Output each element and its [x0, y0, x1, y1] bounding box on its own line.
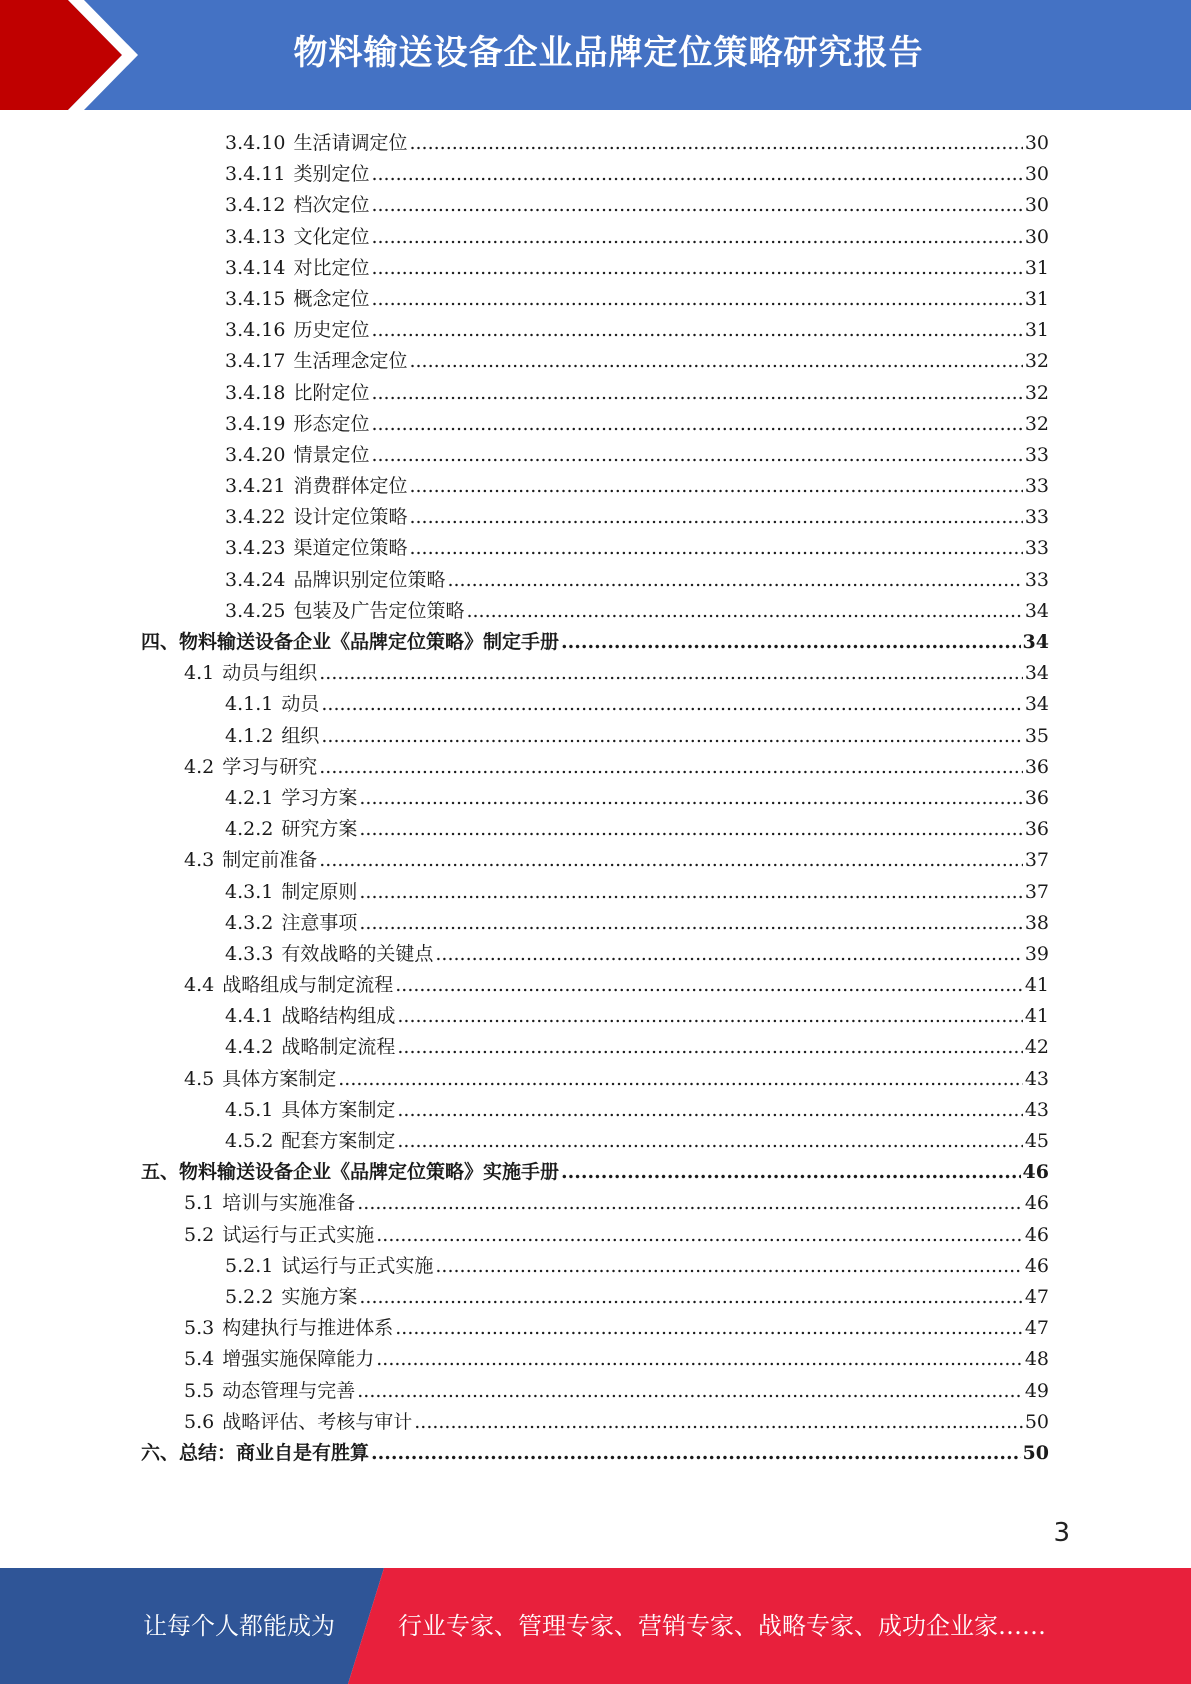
toc-page-number: 41	[1024, 1005, 1049, 1028]
toc-entry[interactable]	[141, 689, 1049, 720]
toc-dot-leader	[371, 1438, 1021, 1469]
toc-entry[interactable]	[141, 721, 1049, 752]
toc-page-number: 31	[1024, 256, 1049, 279]
toc-page-number: 43	[1024, 1098, 1049, 1121]
toc-entry[interactable]	[141, 1032, 1049, 1063]
toc-page-number: 42	[1024, 1036, 1049, 1059]
toc-entry[interactable]	[141, 284, 1049, 315]
toc-entry-number: 4.4	[184, 974, 215, 997]
toc-entry-title: 生活请调定位	[293, 132, 408, 154]
toc-entry[interactable]	[141, 315, 1049, 346]
toc-page-number: 34	[1024, 662, 1049, 685]
toc-page-number: 46	[1022, 1161, 1049, 1184]
toc-dot-leader	[397, 1126, 1022, 1157]
toc-dot-leader	[319, 845, 1023, 876]
toc-page-number: 46	[1024, 1192, 1049, 1215]
toc-dot-leader	[409, 128, 1022, 159]
toc-entry[interactable]	[141, 814, 1049, 845]
toc-entry-number: 3.4.19	[225, 412, 286, 435]
toc-entry[interactable]	[141, 1376, 1049, 1407]
toc-entry[interactable]	[141, 908, 1049, 939]
toc-page-number: 37	[1024, 849, 1049, 872]
toc-entry-title: 战略制定流程	[281, 1036, 396, 1059]
toc-entry-number: 5.4	[184, 1348, 215, 1371]
toc-page-number: 37	[1024, 880, 1049, 903]
toc-entry-number: 3.4.10	[225, 132, 286, 154]
toc-entry-title: 类别定位	[293, 163, 370, 186]
toc-entry[interactable]	[141, 565, 1049, 596]
toc-dot-leader	[319, 658, 1023, 689]
toc-entry-number: 5.1	[184, 1192, 215, 1215]
toc-entry-title: 消费群体定位	[293, 475, 408, 498]
toc-chapter-entry[interactable]	[141, 1438, 1049, 1469]
toc-entry-number: 5.3	[184, 1317, 215, 1340]
toc-entry-number: 4.5.2	[225, 1130, 274, 1152]
toc-page-number: 33	[1024, 506, 1049, 529]
toc-dot-leader	[409, 471, 1022, 502]
toc-page-number: 50	[1024, 1410, 1049, 1433]
toc-dot-leader	[359, 783, 1022, 814]
toc-entry-title: 注意事项	[281, 911, 358, 934]
toc-entry[interactable]	[141, 502, 1049, 533]
toc-entry-title: 试运行与正式实施	[281, 1254, 434, 1277]
toc-entry[interactable]	[141, 1095, 1049, 1126]
toc-entry-number: 3.4.25	[225, 599, 286, 622]
toc-entry-title: 战略组成与制定流程	[222, 974, 394, 997]
toc-entry-number: 5.5	[184, 1379, 215, 1402]
toc-entry-title: 学习与研究	[222, 755, 318, 778]
toc-entry-title: 情景定位	[293, 443, 370, 466]
toc-entry-number: 5.2.1	[225, 1254, 274, 1277]
toc-entry-title: 文化定位	[293, 225, 370, 248]
toc-entry-title: 制定前准备	[222, 849, 318, 872]
toc-entry[interactable]	[141, 1344, 1049, 1375]
toc-page-number: 32	[1024, 350, 1049, 373]
footer-slogan-right: 行业专家、管理专家、营销专家、战略专家、成功企业家……	[398, 1612, 1046, 1640]
toc-page-number: 31	[1024, 319, 1049, 342]
toc-entry-number: 4.3.1	[225, 880, 274, 903]
page-footer	[0, 1568, 1191, 1684]
toc-entry[interactable]	[141, 752, 1049, 783]
toc-entry-number: 4.2.1	[225, 786, 274, 809]
toc-entry[interactable]	[141, 409, 1049, 440]
toc-entry-number: 4.1.1	[225, 693, 274, 716]
toc-entry-title: 研究方案	[281, 818, 358, 841]
toc-dot-leader	[409, 502, 1022, 533]
toc-entry-number: 3.4.13	[225, 225, 286, 248]
toc-entry-title: 形态定位	[293, 412, 370, 435]
toc-dot-leader	[435, 1251, 1022, 1282]
toc-dot-leader	[409, 346, 1022, 377]
toc-entry[interactable]	[141, 190, 1049, 221]
toc-page-number: 46	[1024, 1254, 1049, 1277]
toc-dot-leader	[397, 1095, 1022, 1126]
toc-entry[interactable]	[141, 222, 1049, 253]
toc-entry[interactable]	[141, 159, 1049, 190]
toc-entry-title: 动员与组织	[222, 662, 318, 685]
toc-entry-number: 4.1	[184, 662, 215, 685]
toc-entry-number: 4.1.2	[225, 724, 274, 747]
toc-entry[interactable]	[141, 1220, 1049, 1251]
toc-page-number: 47	[1024, 1317, 1049, 1340]
toc-entry[interactable]	[141, 939, 1049, 970]
toc-entry-number: 5.2	[184, 1223, 215, 1246]
toc-entry-number: 3.4.23	[225, 537, 286, 560]
toc-entry-number: 3.4.17	[225, 350, 286, 373]
toc-page-number: 33	[1024, 475, 1049, 498]
document-title: 物料输送设备企业品牌定位策略研究报告	[293, 33, 924, 73]
toc-entry-title: 试运行与正式实施	[222, 1223, 375, 1246]
toc-dot-leader	[397, 1001, 1022, 1032]
toc-entry-title: 学习方案	[281, 786, 358, 809]
toc-entry-number: 3.4.16	[225, 319, 286, 342]
toc-dot-leader	[397, 1032, 1022, 1063]
toc-dot-leader	[321, 689, 1022, 720]
toc-entry[interactable]	[141, 658, 1049, 689]
toc-page-number: 33	[1024, 537, 1049, 560]
toc-dot-leader	[414, 1407, 1023, 1438]
toc-entry-title: 实施方案	[281, 1285, 358, 1308]
toc-dot-leader	[561, 1157, 1021, 1188]
toc-entry-title: 品牌识别定位策略	[293, 568, 446, 591]
toc-entry-number: 5.6	[184, 1410, 215, 1433]
toc-page-number: 36	[1024, 786, 1049, 809]
toc-dot-leader	[376, 1220, 1023, 1251]
toc-page-number: 31	[1024, 287, 1049, 310]
toc-entry[interactable]	[141, 253, 1049, 284]
toc-dot-leader	[371, 159, 1022, 190]
toc-entry-title: 历史定位	[293, 319, 370, 342]
toc-entry-number: 4.2.2	[225, 818, 274, 841]
toc-dot-leader	[357, 1376, 1023, 1407]
toc-dot-leader	[359, 908, 1022, 939]
toc-entry[interactable]	[141, 970, 1049, 1001]
toc-entry-title: 培训与实施准备	[222, 1192, 356, 1215]
page-number: 3	[1053, 1518, 1070, 1548]
toc-dot-leader	[447, 565, 1022, 596]
toc-entry-number: 3.4.18	[225, 381, 286, 404]
toc-entry-title: 设计定位策略	[293, 506, 408, 529]
toc-entry[interactable]	[141, 346, 1049, 377]
toc-entry-title: 制定原则	[281, 880, 358, 903]
table-of-contents	[141, 128, 1049, 1469]
toc-page-number: 30	[1024, 194, 1049, 217]
toc-dot-leader	[371, 315, 1022, 346]
toc-dot-leader	[561, 627, 1021, 658]
toc-dot-leader	[319, 752, 1023, 783]
toc-page-number: 30	[1024, 132, 1049, 154]
toc-entry-title: 生活理念定位	[293, 350, 408, 373]
toc-page-number: 30	[1024, 225, 1049, 248]
toc-page-number: 46	[1024, 1223, 1049, 1246]
toc-page-number: 32	[1024, 412, 1049, 435]
toc-page-number: 45	[1024, 1130, 1049, 1152]
toc-page-number: 35	[1024, 724, 1049, 747]
toc-entry-title: 渠道定位策略	[293, 537, 408, 560]
toc-dot-leader	[359, 877, 1022, 908]
toc-dot-leader	[338, 1064, 1023, 1095]
toc-page-number: 30	[1024, 163, 1049, 186]
toc-entry-number: 4.5.1	[225, 1098, 274, 1121]
toc-entry-title: 五、物料输送设备企业《品牌定位策略》实施手册	[141, 1161, 560, 1184]
toc-chapter-entry[interactable]	[141, 1157, 1049, 1188]
toc-entry-number: 3.4.22	[225, 506, 286, 529]
toc-page-number: 43	[1024, 1067, 1049, 1090]
toc-entry[interactable]	[141, 533, 1049, 564]
toc-dot-leader	[371, 190, 1022, 221]
toc-entry-title: 具体方案制定	[281, 1098, 396, 1121]
toc-dot-leader	[371, 378, 1022, 409]
toc-dot-leader	[409, 533, 1022, 564]
toc-dot-leader	[321, 721, 1022, 752]
toc-dot-leader	[371, 222, 1022, 253]
toc-dot-leader	[359, 814, 1022, 845]
toc-entry-title: 包装及广告定位策略	[293, 599, 465, 622]
toc-entry[interactable]	[141, 471, 1049, 502]
toc-entry-title: 具体方案制定	[222, 1067, 337, 1090]
toc-entry[interactable]	[141, 845, 1049, 876]
toc-dot-leader	[359, 1282, 1022, 1313]
toc-entry[interactable]	[141, 1001, 1049, 1032]
toc-entry-title: 四、物料输送设备企业《品牌定位策略》制定手册	[141, 631, 560, 653]
toc-entry-title: 战略评估、考核与审计	[222, 1410, 413, 1433]
toc-page-number: 36	[1024, 755, 1049, 778]
toc-page-number: 34	[1024, 599, 1049, 622]
toc-entry-number: 4.2	[184, 755, 215, 778]
toc-entry[interactable]	[141, 1126, 1049, 1157]
toc-entry-title: 配套方案制定	[281, 1130, 396, 1152]
toc-entry[interactable]	[141, 783, 1049, 814]
footer-slogan-left: 让每个人都能成为	[143, 1612, 335, 1640]
toc-dot-leader	[357, 1188, 1023, 1219]
toc-page-number: 32	[1024, 381, 1049, 404]
toc-entry-number: 4.3.2	[225, 911, 274, 934]
toc-dot-leader	[376, 1344, 1023, 1375]
toc-dot-leader	[435, 939, 1022, 970]
toc-entry-number: 3.4.11	[225, 163, 286, 186]
toc-page-number: 33	[1024, 568, 1049, 591]
toc-dot-leader	[371, 440, 1022, 471]
toc-entry-number: 3.4.14	[225, 256, 286, 279]
toc-page-number: 38	[1024, 911, 1049, 934]
toc-page-number: 48	[1024, 1348, 1049, 1371]
toc-entry[interactable]	[141, 128, 1049, 159]
toc-entry-number: 4.3.3	[225, 942, 274, 965]
toc-page-number: 34	[1024, 693, 1049, 716]
toc-entry[interactable]	[141, 1064, 1049, 1095]
toc-entry-title: 对比定位	[293, 256, 370, 279]
toc-entry-number: 3.4.20	[225, 443, 286, 466]
toc-entry-title: 比附定位	[293, 381, 370, 404]
toc-entry-title: 概念定位	[293, 287, 370, 310]
toc-entry[interactable]	[141, 1313, 1049, 1344]
toc-page-number: 47	[1024, 1285, 1049, 1308]
toc-entry-title: 档次定位	[293, 194, 370, 217]
toc-entry[interactable]	[141, 1407, 1049, 1438]
toc-entry-number: 3.4.21	[225, 475, 286, 498]
toc-dot-leader	[395, 1313, 1023, 1344]
toc-entry-number: 3.4.24	[225, 568, 286, 591]
toc-entry-number: 4.4.2	[225, 1036, 274, 1059]
toc-page-number: 49	[1024, 1379, 1049, 1402]
toc-entry[interactable]	[141, 1251, 1049, 1282]
toc-dot-leader	[466, 596, 1022, 627]
toc-page-number: 34	[1022, 631, 1049, 653]
toc-entry-number: 5.2.2	[225, 1285, 274, 1308]
toc-entry-title: 构建执行与推进体系	[222, 1317, 394, 1340]
toc-page-number: 39	[1024, 942, 1049, 965]
page-header	[0, 0, 1191, 110]
toc-entry-title: 动态管理与完善	[222, 1379, 356, 1402]
toc-entry[interactable]	[141, 877, 1049, 908]
toc-entry-title: 有效战略的关键点	[281, 942, 434, 965]
toc-chapter-entry[interactable]	[141, 627, 1049, 658]
toc-dot-leader	[371, 284, 1022, 315]
toc-entry-number: 4.4.1	[225, 1005, 274, 1028]
toc-entry[interactable]	[141, 596, 1049, 627]
toc-entry-title: 战略结构组成	[281, 1005, 396, 1028]
toc-entry-number: 3.4.15	[225, 287, 286, 310]
toc-dot-leader	[371, 409, 1022, 440]
toc-page-number: 36	[1024, 818, 1049, 841]
toc-entry-number: 4.3	[184, 849, 215, 872]
toc-page-number: 50	[1022, 1441, 1049, 1464]
toc-dot-leader	[395, 970, 1023, 1001]
toc-entry-title: 增强实施保障能力	[222, 1348, 375, 1371]
toc-dot-leader	[371, 253, 1022, 284]
toc-page-number: 41	[1024, 974, 1049, 997]
toc-entry-title: 六、总结：商业自是有胜算	[141, 1441, 370, 1464]
toc-entry[interactable]	[141, 378, 1049, 409]
toc-entry[interactable]	[141, 440, 1049, 471]
toc-page-number: 33	[1024, 443, 1049, 466]
toc-entry[interactable]	[141, 1282, 1049, 1313]
toc-entry-title: 动员	[281, 693, 320, 716]
toc-entry-title: 组织	[281, 724, 320, 747]
toc-entry-number: 3.4.12	[225, 194, 286, 217]
toc-entry[interactable]	[141, 1188, 1049, 1219]
toc-entry-number: 4.5	[184, 1067, 215, 1090]
